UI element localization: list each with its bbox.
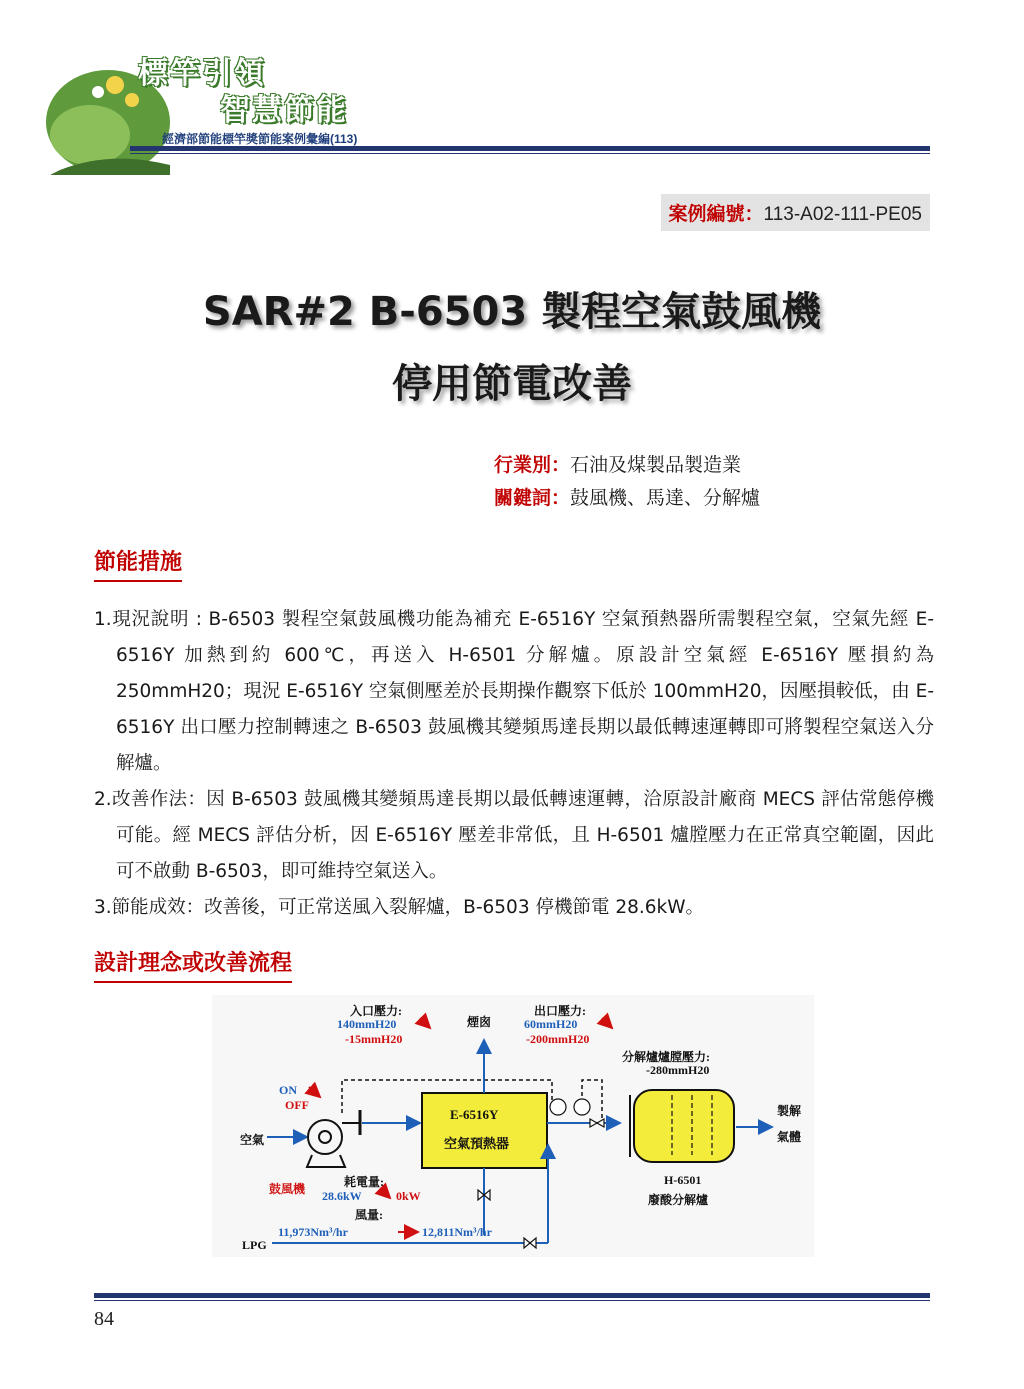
footer-rule-thin (94, 1300, 930, 1301)
logo-subtitle: 經濟部節能標竿獎節能案例彙編(113) (162, 132, 358, 146)
blower-label: 鼓風機 (269, 1182, 306, 1196)
flow-before: 11,973Nm³/hr (278, 1225, 348, 1239)
furnace-name: 廢酸分解爐 (648, 1193, 709, 1207)
process-flow-diagram (212, 995, 814, 1257)
outlet-pressure-label: 出口壓力: (534, 1004, 586, 1018)
air-label: 空氣 (240, 1133, 265, 1147)
case-number-label: 案例編號： (668, 204, 764, 225)
page-title-line2: 停用節電改善 (392, 361, 632, 407)
page-title-line1: SAR#2 B-6503 製程空氣鼓風機 (202, 289, 822, 335)
process-lines-svg (212, 995, 814, 1257)
industry-row (494, 450, 741, 477)
logo-title-line2: 智慧節能 (220, 93, 348, 128)
power-after: 0kW (396, 1189, 421, 1203)
power-before: 28.6kW (322, 1189, 362, 1203)
product-line2: 氣體 (777, 1130, 802, 1144)
case-number-value: 113-A02-111-PE05 (763, 204, 922, 225)
outlet-pressure-before: 60mmH20 (524, 1017, 578, 1031)
industry-label: 行業別： (494, 454, 571, 476)
inlet-pressure-label: 入口壓力: (350, 1004, 402, 1018)
inlet-pressure-before: 140mmH20 (337, 1017, 397, 1031)
power-label: 耗電量: (344, 1175, 384, 1189)
keywords-label: 關鍵詞： (494, 487, 571, 509)
paragraph-improvement-method: 2.改善作法：因 B-6503 鼓風機其變頻馬達長期以最低轉速運轉，洽原設計廠商 MECS 評估常態停機可能。經 MECS 評估分析，因 E-6516Y 壓差非常低，且 H-6501 爐膛壓力在正常真空範圍，因此可不啟動 B-6503，即可維持空氣送入。 (94, 789, 934, 882)
header-rule-thick (130, 146, 930, 151)
case-number (661, 194, 930, 231)
section-heading-measures: 節能措施 (94, 545, 182, 582)
exchanger-name: 空氣預熱器 (444, 1136, 510, 1151)
industry-value: 石油及煤製品製造業 (570, 454, 742, 476)
keywords-row (494, 483, 760, 510)
outlet-pressure-after: -200mmH20 (526, 1032, 590, 1046)
section-heading-design: 設計理念或改善流程 (94, 946, 292, 983)
product-line1: 製解 (777, 1104, 802, 1118)
measures-body (94, 602, 934, 926)
exchanger-id: E-6516Y (450, 1107, 499, 1122)
stack-label: 煙囪 (467, 1015, 492, 1029)
on-label: ON (279, 1083, 297, 1097)
furnace-id: H-6501 (664, 1173, 702, 1187)
header-logo (20, 30, 380, 180)
keywords-value: 鼓風機、馬達、分解爐 (570, 487, 761, 509)
flow-label: 風量: (355, 1208, 383, 1222)
page-number: 84 (94, 1308, 114, 1330)
paragraph-current-status: 1.現況說明 : B-6503 製程空氣鼓風機功能為補充 E-6516Y 空氣預熱器所需製程空氣，空氣先經 E-6516Y 加熱到約 600℃，再送入 H-6501 分解爐。原設計空氣經 E-6516Y 壓損約為 250mmH20；現況 E-6516Y 空氣側壓差於長期操作觀察下低於 100mmH20，因壓損較低，由 E-6516Y 出口壓力控制轉速之 B-6503 鼓風機其變頻馬達長期以最低轉速運轉即可將製程空氣送入分解爐。 (94, 609, 934, 774)
inlet-pressure-after: -15mmH20 (345, 1032, 403, 1046)
off-label: OFF (285, 1098, 309, 1112)
logo-title-line1: 標竿引領 (138, 56, 266, 91)
furnace-pressure-value: -280mmH20 (646, 1063, 710, 1077)
header-rule-thin (130, 153, 930, 154)
furnace-pressure-label: 分解爐爐膛壓力: (622, 1050, 710, 1064)
paragraph-energy-result: 3.節能成效：改善後，可正常送風入裂解爐，B-6503 停機節電 28.6kW。 (94, 897, 705, 918)
lpg-label: LPG (242, 1238, 267, 1252)
footer-rule-thick (94, 1293, 930, 1298)
flow-after: 12,811Nm³/hr (422, 1225, 492, 1239)
